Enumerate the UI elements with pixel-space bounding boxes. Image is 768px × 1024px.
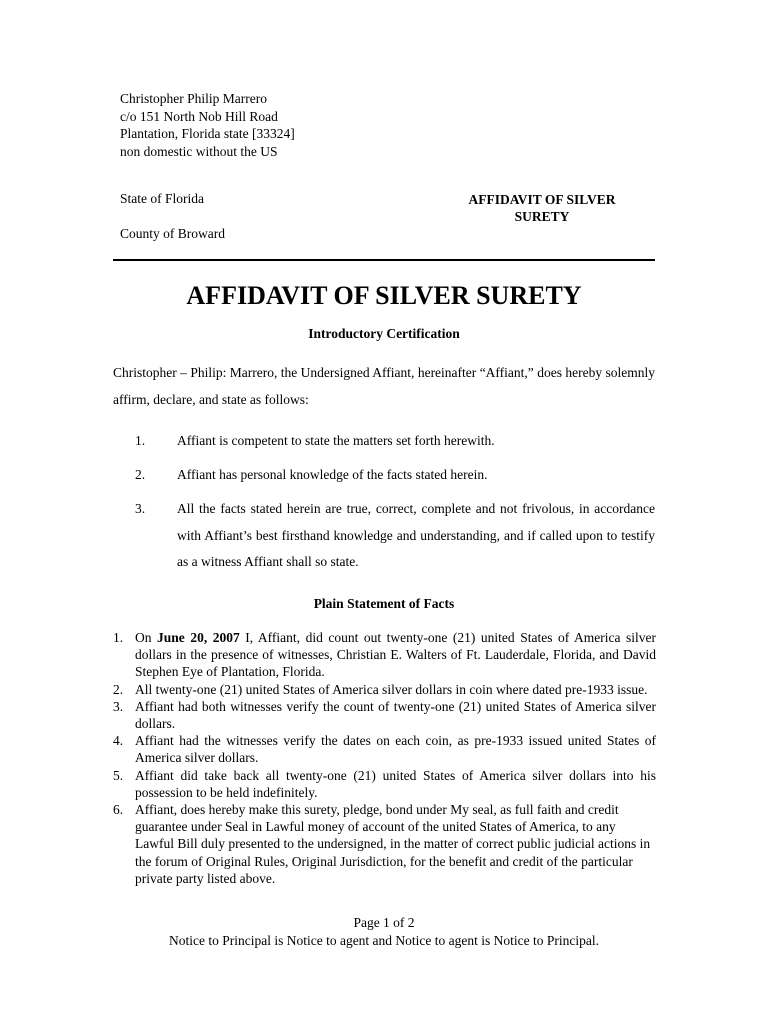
document-title: AFFIDAVIT OF SILVER SURETY xyxy=(186,281,582,310)
footer-notice: Notice to Principal is Notice to agent and Notice to agent is Notice to Principal. xyxy=(168,933,600,948)
item-text: All the facts stated herein are true, correct, complete and not frivolous, in accordance with Affiant’s best firsthand knowledge and understanding, and if called upon to testify as a witness Affiant shall so state. xyxy=(177,501,655,569)
list-item xyxy=(113,732,656,766)
item-text: Affiant is competent to state the matters set forth herewith. xyxy=(177,433,495,448)
page-number: Page 1 of 2 xyxy=(353,915,415,930)
item-text: All twenty-one (21) united States of America silver dollars in coin where dated pre-1933 issue. xyxy=(135,681,648,697)
list-item xyxy=(113,629,656,681)
item-number: 1. xyxy=(135,433,146,448)
item-text-prefix: On xyxy=(135,630,158,645)
item-number: 1. xyxy=(113,630,124,645)
item-text: I, Affiant, did count out twenty-one (21) united States of America silver dollars in the presence of witnesses, Christian E. Walters of Ft. Lauderdale, Florida, and David Stephen Eye of Plantation, Florida. xyxy=(135,630,656,680)
item-number: 3. xyxy=(113,698,124,714)
item-number: 3. xyxy=(135,501,146,516)
document-caption xyxy=(430,191,654,225)
item-text: Affiant had the witnesses verify the dates on each coin, as pre-1933 issued united States of America silver dollars. xyxy=(135,733,656,766)
venue-state: State of Florida xyxy=(120,191,204,206)
list-item xyxy=(113,698,656,732)
facts-heading: Plain Statement of Facts xyxy=(313,596,455,611)
sender-address-block xyxy=(120,90,295,160)
address-line: Christopher Philip Marrero xyxy=(120,91,267,106)
item-number: 6. xyxy=(113,802,124,818)
address-line: Plantation, Florida state [33324] xyxy=(120,126,295,141)
caption-line: SURETY xyxy=(514,209,570,224)
horizontal-rule xyxy=(113,259,655,261)
item-text: Affiant did take back all twenty-one (21) united States of America silver dollars into his possession to be held indefinitely. xyxy=(135,767,656,800)
list-item xyxy=(113,767,656,801)
item-text: Affiant has personal knowledge of the facts stated herein. xyxy=(177,467,488,482)
facts-list xyxy=(113,629,656,887)
intro-heading: Introductory Certification xyxy=(308,326,460,341)
item-number: 2. xyxy=(135,467,146,482)
intro-paragraph: Christopher – Philip: Marrero, the Undersigned Affiant, hereinafter “Affiant,” does hereby solemnly affirm, declare, and state as follows: xyxy=(113,365,655,407)
list-item xyxy=(113,681,656,698)
list-item xyxy=(113,462,655,489)
list-item xyxy=(113,428,655,455)
address-line: c/o 151 North Nob Hill Road xyxy=(120,108,278,124)
item-number: 2. xyxy=(113,681,124,697)
venue-county: County of Broward xyxy=(120,226,225,241)
item-text: Affiant had both witnesses verify the count of twenty-one (21) united States of America silver dollars. xyxy=(135,698,656,732)
list-item xyxy=(113,496,655,576)
item-number: 5. xyxy=(113,767,124,783)
item-number: 4. xyxy=(113,733,124,749)
address-line: non domestic without the US xyxy=(120,143,278,159)
caption-line: AFFIDAVIT OF SILVER xyxy=(468,192,616,207)
fact-date: June 20, 2007 xyxy=(157,630,240,645)
list-item xyxy=(113,801,656,887)
item-text: Affiant, does hereby make this surety, pledge, bond under My seal, as full faith and credit guarantee under Seal in Lawful money of account of the united States of America, to any Lawful Bill duly presented to the undersigned, in the matter of correct public judicial actions in the forum of Original Rules, Original Jurisdiction, for the benefit and credit of the particular private party listed above. xyxy=(135,802,651,886)
